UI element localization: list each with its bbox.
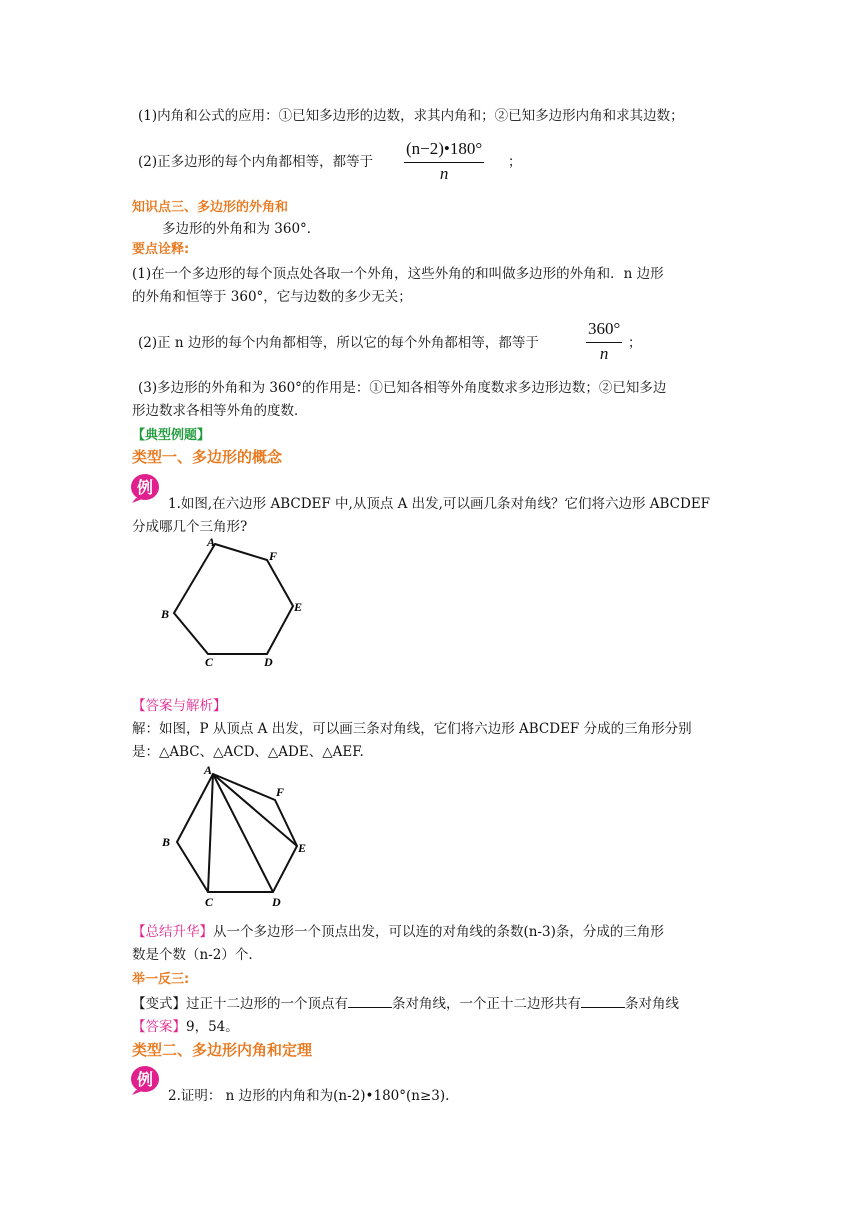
explanation-3a: (3)多边形的外角和为 360°的作用是：①已知各相等外角度数求多边形边数；②已知多边 xyxy=(138,380,667,396)
regular-polygon-inner-angle: (2)正多边形的每个内角都相等，都等于 xyxy=(138,154,374,170)
variant-answer xyxy=(132,1017,239,1037)
label-c-2: C xyxy=(205,895,214,909)
explanation-2: (2)正 n 边形的每个内角都相等，所以它的每个外角都相等，都等于 xyxy=(138,335,539,351)
explanation-1b: 的外角和恒等于 360°，它与边数的多少无关； xyxy=(132,289,412,305)
exterior-angle-sum: 多边形的外角和为 360°． xyxy=(162,221,321,237)
typical-examples-heading: 【典型例题】 xyxy=(132,428,211,443)
semicolon-2: ； xyxy=(628,335,642,351)
svg-text:例: 例 xyxy=(136,1070,154,1089)
explanation-3b: 形边数求各相等外角的度数． xyxy=(132,403,308,419)
example-badge-1 xyxy=(130,472,160,502)
explanation-1a: (1)在一个多边形的每个顶点处各取一个外角，这些外角的和叫做多边形的外角和．n 边形 xyxy=(132,266,664,282)
answer-b: 是：△ABC、△ACD、△ADE、△AEF. xyxy=(132,744,364,760)
inner-angle-fraction: $\frac{(n-2)•180^\circ}{n}$ xyxy=(406,139,483,183)
variant-heading: 【变式】 xyxy=(132,996,186,1012)
label-b: B xyxy=(161,607,170,621)
answer-a: 解：如图，P 从顶点 A 出发，可以画三条对角线，它们将六边形 ABCDEF 分成的三角形分别 xyxy=(132,721,692,737)
variant-answer-text: 9，54。 xyxy=(186,1019,239,1035)
blank-2 xyxy=(581,993,625,1008)
question-2: 2.证明： n 边形的内角和为(n-2)•180°(n≥3). xyxy=(168,1088,450,1104)
label-a-2: A xyxy=(204,763,213,777)
hexagon-diagonals-figure xyxy=(150,760,320,909)
semicolon: ； xyxy=(508,154,522,170)
label-b-2: B xyxy=(162,835,171,849)
knowledge-point-3-heading: 知识点三、多边形的外角和 xyxy=(132,200,289,215)
type-1-heading: 类型一、多边形的概念 xyxy=(132,448,283,466)
answer-heading: 【答案与解析】 xyxy=(132,698,227,714)
type-2-heading: 类型二、多边形内角和定理 xyxy=(132,1041,313,1059)
label-e-2: E xyxy=(298,841,307,855)
inner-angle-application: (1)内角和公式的应用：①已知多边形的边数，求其内角和；②已知多边形内角和求其边数； xyxy=(138,108,684,124)
blank-1 xyxy=(348,993,392,1008)
label-d-2: D xyxy=(272,895,281,909)
variant-answer-heading: 【答案】 xyxy=(132,1019,186,1035)
question-1a: 1.如图,在六边形 ABCDEF 中,从顶点 A 出发,可以画几条对角线？它们将六边形 ABCDEF xyxy=(168,496,711,512)
hexagon-figure xyxy=(150,530,320,670)
svg-text:例: 例 xyxy=(136,478,154,497)
question-1b: 分成哪几个三角形? xyxy=(132,519,248,535)
key-points-heading: 要点诠释: xyxy=(132,242,190,257)
summary-text: 从一个多边形一个顶点出发，可以连的对角线的条数(n-3)条，分成的三角形 xyxy=(213,924,664,940)
label-c: C xyxy=(205,655,214,669)
label-f: F xyxy=(269,549,278,563)
label-f-2: F xyxy=(276,785,285,799)
summary-a xyxy=(132,922,664,942)
variant-text-3: 条对角线 xyxy=(625,996,679,1012)
summary-heading: 【总结升华】 xyxy=(132,924,213,940)
variant-text-1: 过正十二边形的一个顶点有 xyxy=(186,996,348,1012)
exterior-angle-fraction: $\frac{360^\circ}{n}$ xyxy=(588,319,621,363)
label-e: E xyxy=(294,600,303,614)
variant-line xyxy=(132,993,679,1014)
label-d: D xyxy=(264,655,273,669)
example-badge-2 xyxy=(130,1064,160,1094)
practice-heading: 举一反三: xyxy=(132,972,190,987)
variant-text-2: 条对角线，一个正十二边形共有 xyxy=(392,996,581,1012)
label-a: A xyxy=(207,535,216,549)
summary-b: 数是个数（n-2）个. xyxy=(132,947,253,963)
